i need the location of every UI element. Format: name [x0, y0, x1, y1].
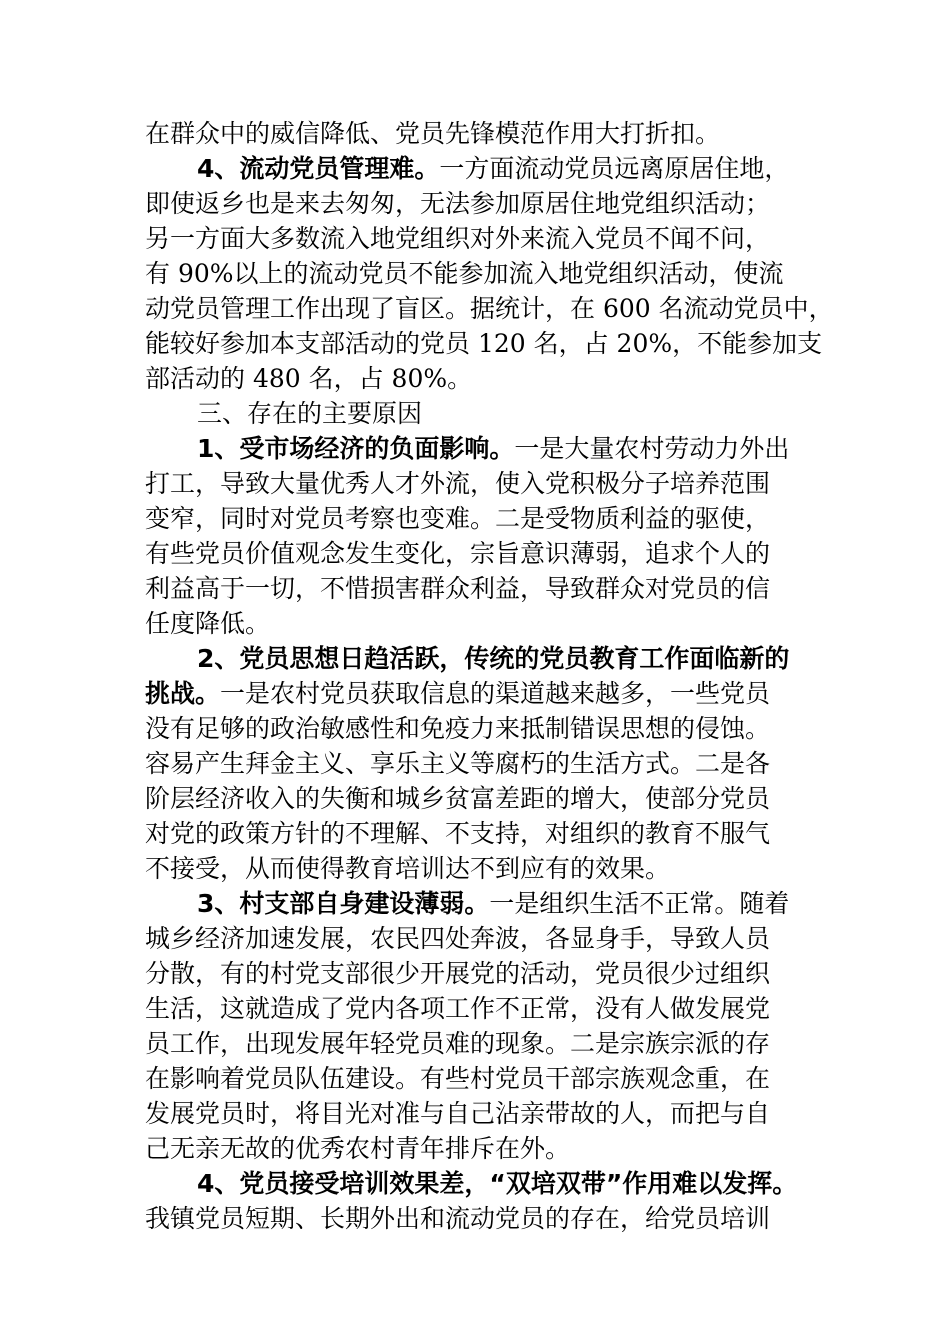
text-line: 发展党员时，将目光对准与自己沾亲带故的人，而把与自 — [145, 1099, 771, 1128]
text-line: 容易产生拜金主义、享乐主义等腐朽的生活方式。二是各 — [145, 749, 771, 778]
text-line: 有些党员价值观念发生变化，宗旨意识薄弱，追求个人的 — [145, 539, 771, 568]
section-heading: 三、存在的主要原因 — [197, 399, 423, 428]
text-line: 即使返乡也是来去匆匆，无法参加原居住地党组织活动； — [145, 189, 771, 218]
text-line: 对党的政策方针的不理解、不支持，对组织的教育不服气 — [145, 819, 771, 848]
heading-line: 挑战。一是农村党员获取信息的渠道越来越多，一些党员 — [145, 679, 771, 708]
text-line: 在影响着党员队伍建设。有些村党员干部宗族观念重，在 — [145, 1064, 771, 1093]
heading-line — [197, 1166, 797, 1202]
text-line: 阶层经济收入的失衡和城乡贫富差距的增大，使部分党员 — [145, 784, 771, 813]
text-line: 能较好参加本支部活动的党员 120 名，占 20%，不能参加支 — [145, 329, 823, 358]
text-line: 另一方面大多数流入地党组织对外来流入党员不闻不问， — [145, 224, 771, 253]
text-line: 变窄，同时对党员考察也变难。二是受物质利益的驱使， — [145, 504, 771, 533]
bold-heading: 挑战。 — [145, 679, 221, 708]
heading-line: 1、受市场经济的负面影响。一是大量农村劳动力外出 — [197, 434, 790, 463]
text-line: 生活，这就造成了党内各项工作不正常，没有人做发展党 — [145, 994, 771, 1023]
bold-heading: 4、党员接受培训效果差，“双培双带”作用难以发挥。 — [197, 1169, 798, 1198]
text-line: 不接受，从而使得教育培训达不到应有的效果。 — [145, 854, 671, 883]
bold-heading: 3、村支部自身建设薄弱。 — [197, 889, 490, 918]
heading-line: 4、流动党员管理难。一方面流动党员远离原居住地， — [197, 154, 790, 183]
text-line: 有 90%以上的流动党员不能参加流入地党组织活动，使流 — [145, 259, 784, 288]
heading-line: 3、村支部自身建设薄弱。一是组织生活不正常。随着 — [197, 889, 790, 918]
text-line: 任度降低。 — [145, 609, 271, 638]
text-line: 利益高于一切，不惜损害群众利益，导致群众对党员的信 — [145, 574, 771, 603]
text-line: 打工，导致大量优秀人才外流，使入党积极分子培养范围 — [145, 469, 771, 498]
heading-line — [197, 641, 789, 677]
text-line: 在群众中的威信降低、党员先锋模范作用大打折扣。 — [145, 119, 721, 148]
text-line: 我镇党员短期、长期外出和流动党员的存在，给党员培训 — [145, 1204, 771, 1233]
text-line: 己无亲无故的优秀农村青年排斥在外。 — [145, 1134, 571, 1163]
text-line: 没有足够的政治敏感性和免疫力来抵制错误思想的侵蚀。 — [145, 714, 771, 743]
bold-heading: 2、党员思想日趋活跃，传统的党员教育工作面临新的 — [197, 644, 790, 673]
text-line: 分散，有的村党支部很少开展党的活动，党员很少过组织 — [145, 959, 771, 988]
text-line: 部活动的 480 名，占 80%。 — [145, 364, 473, 393]
text-line: 动党员管理工作出现了盲区。据统计，在 600 名流动党员中， — [145, 294, 834, 323]
bold-heading: 1、受市场经济的负面影响。 — [197, 434, 515, 463]
text-line: 城乡经济加速发展，农民四处奔波，各显身手，导致人员 — [145, 924, 771, 953]
bold-heading: 4、流动党员管理难。 — [197, 154, 440, 183]
text-line: 员工作，出现发展年轻党员难的现象。二是宗族宗派的存 — [145, 1029, 771, 1058]
